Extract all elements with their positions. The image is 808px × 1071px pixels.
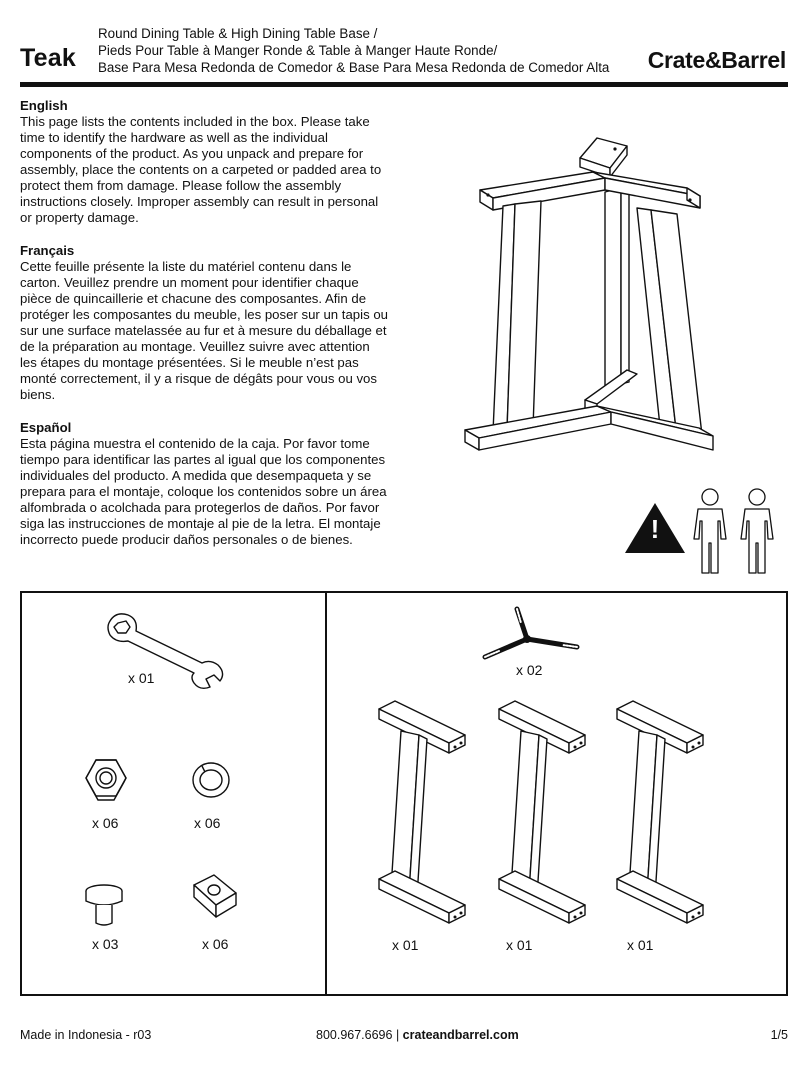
product-title-line-fr: Pieds Pour Table à Manger Ronde & Table à Manger Haute Ronde/	[98, 43, 498, 58]
footer-contact	[316, 1028, 519, 1042]
leg-c-icon	[615, 697, 710, 937]
heading-english: English	[20, 98, 68, 113]
qty-knob-bolt: x 03	[92, 936, 119, 952]
qty-split-washer: x 06	[194, 815, 221, 831]
footer-phone: 800.967.6696 |	[316, 1028, 403, 1042]
product-title-line-en: Round Dining Table & High Dining Table Base /	[98, 26, 378, 41]
brand-logo: Crate&Barrel	[647, 47, 786, 73]
knob-bolt-icon	[82, 881, 126, 929]
qty-wrench: x 01	[128, 670, 155, 686]
header-rule	[20, 82, 788, 87]
hex-nut-icon	[84, 758, 128, 800]
assembled-table-base-illustration	[455, 130, 725, 470]
product-title	[98, 25, 609, 76]
person-icon	[741, 489, 773, 573]
qty-square-washer: x 06	[202, 936, 229, 952]
qty-leg-b: x 01	[506, 937, 533, 953]
person-icon	[694, 489, 726, 573]
parts-list-frame	[20, 591, 788, 996]
intro-spanish	[20, 420, 390, 548]
heading-spanish: Español	[20, 420, 72, 435]
parts-divider	[325, 593, 327, 994]
intro-french	[20, 243, 390, 403]
page-number: 1/5	[770, 1028, 788, 1042]
qty-leg-c: x 01	[627, 937, 654, 953]
leg-a-icon	[377, 697, 472, 937]
leg-b-icon	[497, 697, 592, 937]
body-english: This page lists the contents included in the box. Please take time to identify the hardware as well as the individual components of the product. As you unpack and prepare for assembly, place the contents on a carpeted or padded area to protect them from damage. Please follow the assembly instructions closely. Improper assembly can result in personal or property damage.	[20, 114, 382, 225]
footer-origin: Made in Indonesia - r03	[20, 1028, 152, 1042]
qty-leg-a: x 01	[392, 937, 419, 953]
split-washer-icon	[190, 760, 232, 800]
y-connector-icon	[477, 605, 587, 663]
footer-website-link[interactable]: crateandbarrel.com	[402, 1028, 519, 1042]
intro-english	[20, 98, 390, 226]
product-line-title: Teak	[20, 44, 76, 72]
square-washer-icon	[190, 873, 240, 925]
qty-connector: x 02	[516, 662, 543, 678]
wrench-icon	[102, 611, 227, 691]
qty-hex-nut: x 06	[92, 815, 119, 831]
intro-text	[20, 98, 390, 565]
product-title-line-es: Base Para Mesa Redonda de Comedor & Base Para Mesa Redonda de Comedor Alta	[98, 60, 610, 75]
warning-exclamation: !	[650, 514, 660, 544]
two-person-icon	[690, 485, 790, 577]
heading-french: Français	[20, 243, 75, 258]
body-french: Cette feuille présente la liste du matériel contenu dans le carton. Veuillez prendre un moment pour identifier chaque pièce de quincaillerie et chacune des composantes. Afin de protéger les composantes du meuble, les poser sur un tapis ou sur une surface matelassée au fur et à mesure du déballage et de la préparation au montage. Veuillez suivre avec attention les étapes du montage présentées. Si le meuble n’est pas monté correctement, il y a risque de dégâts pour vous ou vos biens.	[20, 259, 388, 402]
body-spanish: Esta página muestra el contenido de la caja. Por favor tome tiempo para identificar las partes al igual que los componentes individuales del producto. A medida que desempaqueta y se prepara para el montaje, coloque los contenidos sobre un área alfombrada o acolchada para protegerlos de daños. Por favor siga las instrucciones de montaje al pie de la letra. El montaje incorrecto puede producir daños personales o de bienes.	[20, 436, 387, 547]
